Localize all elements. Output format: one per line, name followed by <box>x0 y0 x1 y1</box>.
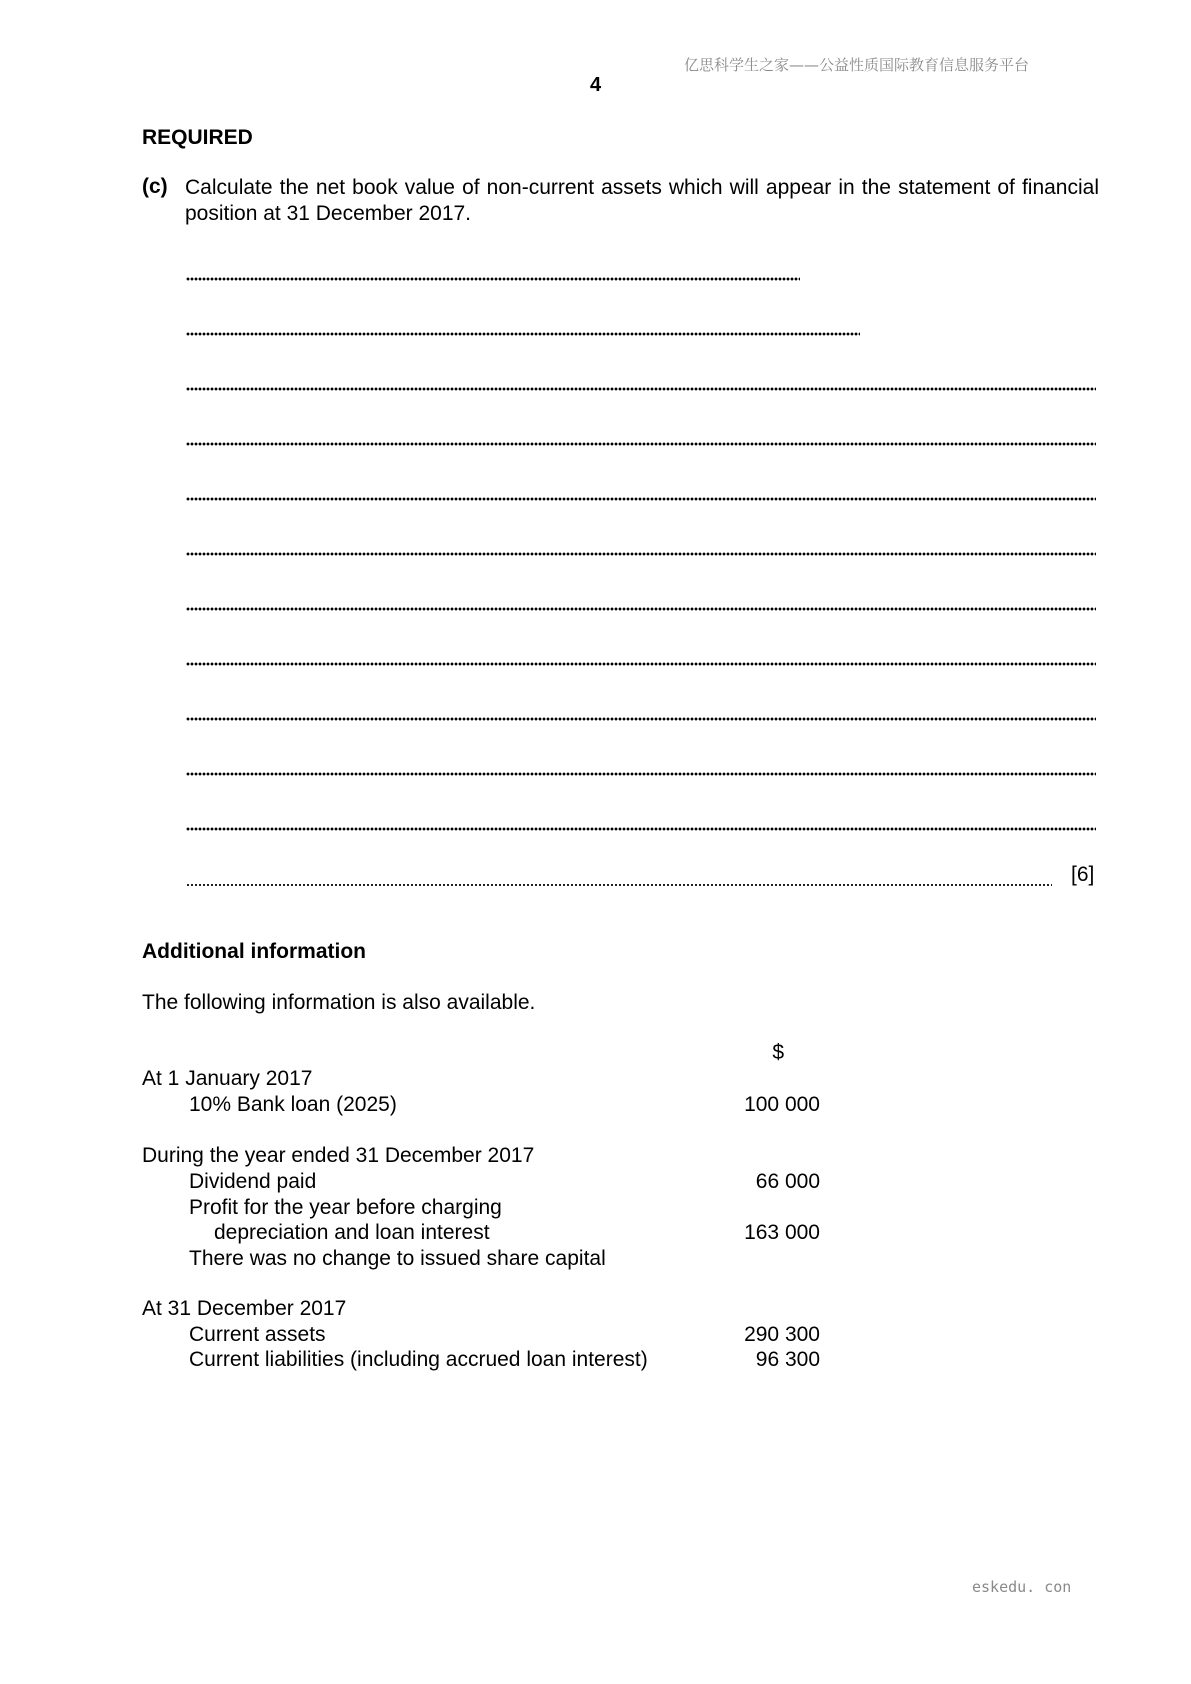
section-title: At 1 January 2017 <box>142 1067 313 1090</box>
item-label: 10% Bank loan (2025) <box>189 1093 397 1116</box>
item-label: Profit for the year before charging <box>189 1196 502 1219</box>
footer-watermark: eskedu. con <box>972 1578 1072 1596</box>
additional-info-heading: Additional information <box>142 940 366 963</box>
item-label: Current assets <box>189 1323 326 1346</box>
currency-header: $ <box>772 1041 784 1064</box>
answer-line[interactable] <box>186 661 1096 667</box>
answer-line[interactable] <box>186 771 1096 777</box>
required-heading: REQUIRED <box>142 126 253 149</box>
question-label: (c) <box>142 175 168 198</box>
answer-line[interactable] <box>186 441 1096 447</box>
question-text: Calculate the net book value of non-current assets which will appear in the statement of financial position at 31 December 2017. <box>185 176 1099 225</box>
item-label: There was no change to issued share capital <box>189 1247 606 1270</box>
answer-line[interactable] <box>186 826 1096 832</box>
answer-line[interactable] <box>186 882 1052 888</box>
answer-line[interactable] <box>186 716 1096 722</box>
marks-allocation: [6] <box>1071 863 1095 886</box>
answer-line[interactable] <box>186 496 1096 502</box>
item-label: Dividend paid <box>189 1170 317 1193</box>
section-title: At 31 December 2017 <box>142 1297 347 1320</box>
page-number: 4 <box>589 74 602 96</box>
item-amount: 290 300 <box>744 1323 820 1346</box>
answer-line[interactable] <box>186 606 1096 612</box>
answer-line[interactable] <box>186 386 1096 392</box>
item-amount: 96 300 <box>755 1348 820 1371</box>
answer-line[interactable] <box>186 331 860 337</box>
item-label: Current liabilities (including accrued loan interest) <box>189 1348 648 1371</box>
item-label: depreciation and loan interest <box>214 1221 490 1244</box>
intro-text: The following information is also available. <box>142 991 536 1014</box>
answer-line[interactable] <box>186 276 800 282</box>
answer-line[interactable] <box>186 551 1096 557</box>
item-amount: 100 000 <box>744 1093 820 1116</box>
item-amount: 66 000 <box>755 1170 820 1193</box>
section-title: During the year ended 31 December 2017 <box>142 1144 535 1167</box>
header-watermark: 亿思科学生之家——公益性质国际教育信息服务平台 <box>684 56 1030 74</box>
item-amount: 163 000 <box>744 1221 820 1244</box>
